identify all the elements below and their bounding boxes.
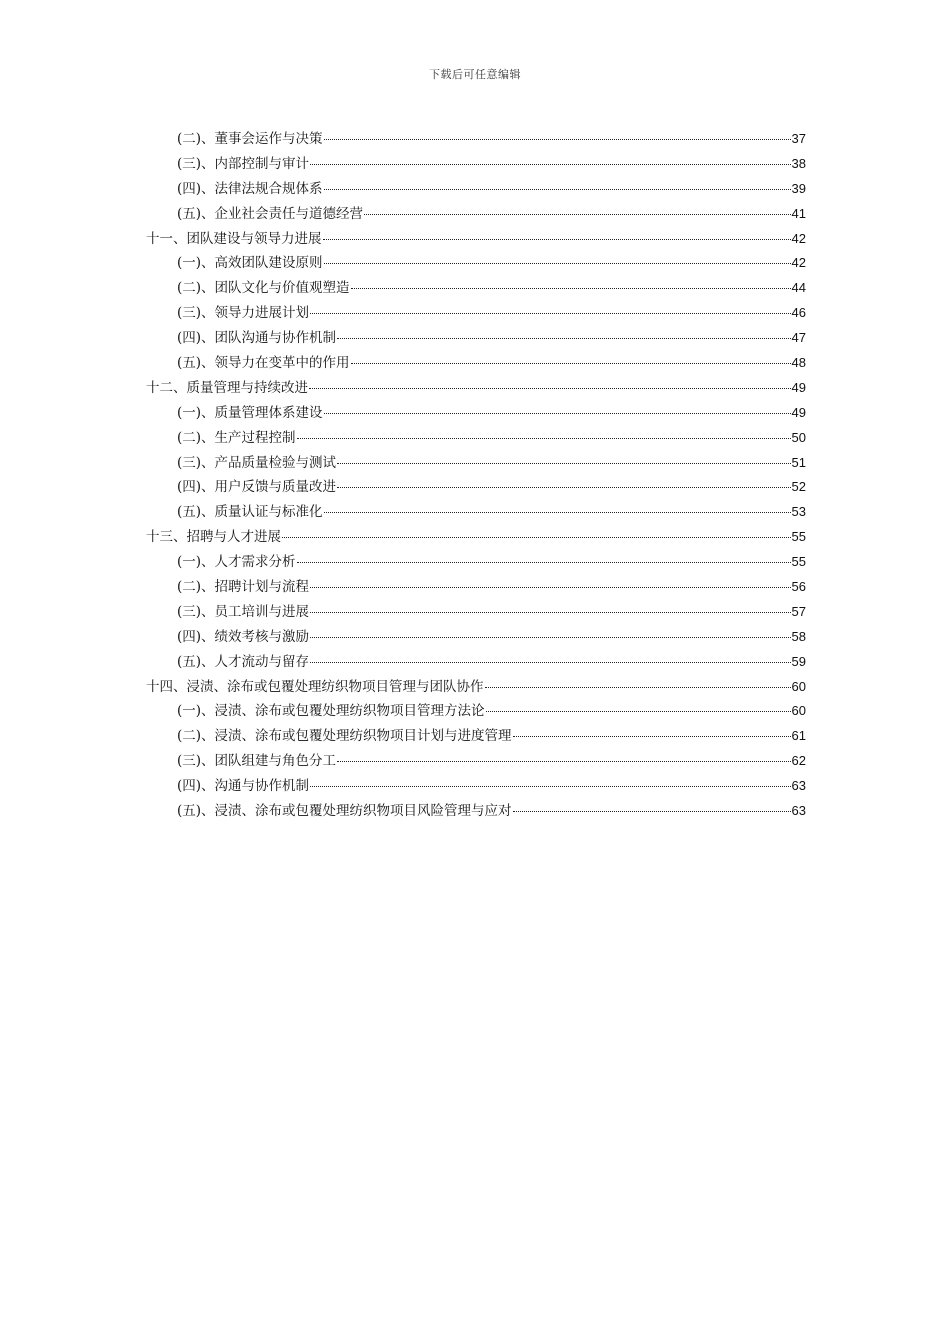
toc-entry-title: (四)、沟通与协作机制 [177,778,310,795]
toc-entry-title: (一)、高效团队建设原则 [177,255,323,272]
toc-entry-title: (四)、绩效考核与激励 [177,628,310,645]
toc-dot-leader [513,810,791,812]
toc-entry-title: (五)、企业社会责任与道德经营 [177,205,364,222]
toc-entry-title: (五)、浸渍、涂布或包覆处理纺织物项目风险管理与应对 [177,803,512,820]
toc-page-number: 39 [791,180,806,196]
toc-entry-title: (三)、内部控制与审计 [177,155,310,172]
toc-dot-leader [310,586,790,588]
toc-page-number: 48 [791,355,806,371]
toc-entry-title: (二)、生产过程控制 [177,429,296,446]
toc-dot-leader [324,138,791,140]
toc-section-entry[interactable] [146,351,806,376]
toc-page-number: 52 [791,479,806,495]
toc-dot-leader [337,760,790,762]
toc-entry-title: 十三、招聘与人才进展 [146,529,281,546]
toc-chapter-entry[interactable] [146,376,806,401]
toc-section-entry[interactable] [146,301,806,326]
toc-section-entry[interactable] [146,575,806,600]
toc-entry-title: 十一、团队建设与领导力进展 [146,230,322,247]
toc-chapter-entry[interactable] [146,675,806,700]
toc-section-entry[interactable] [146,426,806,451]
toc-chapter-entry[interactable] [146,525,806,550]
toc-dot-leader [297,437,791,439]
toc-entry-title: 十二、质量管理与持续改进 [146,379,308,396]
toc-dot-leader [485,686,791,688]
toc-entry-title: (一)、浸渍、涂布或包覆处理纺织物项目管理方法论 [177,703,485,720]
toc-section-entry[interactable] [146,550,806,575]
toc-dot-leader [310,661,790,663]
toc-entry-title: (三)、领导力进展计划 [177,305,310,322]
toc-dot-leader [323,238,791,240]
toc-dot-leader [309,387,791,389]
toc-page-number: 46 [791,305,806,321]
toc-page-number: 55 [791,554,806,570]
toc-entry-title: (一)、人才需求分析 [177,554,296,571]
toc-page-number: 56 [791,579,806,595]
toc-entry-title: (二)、浸渍、涂布或包覆处理纺织物项目计划与进度管理 [177,728,512,745]
toc-section-entry[interactable] [146,202,806,227]
toc-entry-title: (三)、员工培训与进展 [177,603,310,620]
toc-entry-title: (五)、领导力在变革中的作用 [177,355,350,372]
toc-page-number: 63 [791,778,806,794]
toc-dot-leader [310,636,790,638]
toc-page-number: 49 [791,379,806,395]
toc-dot-leader [351,362,791,364]
toc-dot-leader [282,536,791,538]
toc-dot-leader [310,785,790,787]
toc-entry-title: (二)、团队文化与价值观塑造 [177,280,350,297]
toc-page-number: 50 [791,429,806,445]
toc-page-number: 41 [791,205,806,221]
toc-page-number: 37 [791,131,806,146]
toc-page-number: 62 [791,753,806,769]
toc-entry-title: (三)、产品质量检验与测试 [177,454,337,471]
toc-page-number: 38 [791,155,806,171]
toc-entry-title: (四)、法律法规合规体系 [177,180,323,197]
toc-dot-leader [310,611,790,613]
toc-entry-title: (五)、人才流动与留存 [177,653,310,670]
toc-page-number: 55 [791,529,806,545]
toc-section-entry[interactable] [146,251,806,276]
toc-page-number: 42 [791,230,806,246]
page-header: 下载后可任意编辑 [429,68,521,81]
toc-page-number: 51 [791,454,806,470]
toc-dot-leader [337,462,790,464]
toc-section-entry[interactable] [146,177,806,202]
toc-section-entry[interactable] [146,401,806,426]
toc-section-entry[interactable] [146,276,806,301]
toc-section-entry[interactable] [146,699,806,724]
toc-section-entry[interactable] [146,650,806,675]
toc-dot-leader [351,287,791,289]
toc-section-entry[interactable] [146,326,806,351]
toc-dot-leader [337,486,790,488]
toc-dot-leader [324,412,791,414]
toc-section-entry[interactable] [146,774,806,799]
toc-page-number: 53 [791,504,806,520]
toc-dot-leader [337,337,790,339]
toc-page-number: 42 [791,255,806,271]
toc-section-entry[interactable] [146,152,806,177]
toc-entry-title: (二)、董事会运作与决策 [177,131,323,147]
toc-entry-title: 十四、浸渍、涂布或包覆处理纺织物项目管理与团队协作 [146,678,484,695]
toc-page-number: 60 [791,678,806,694]
toc-dot-leader [310,312,790,314]
toc-dot-leader [310,163,790,165]
toc-section-entry[interactable] [146,799,806,824]
toc-section-entry[interactable] [146,500,806,525]
toc-entry-title: (四)、用户反馈与质量改进 [177,479,337,496]
toc-entry-title: (五)、质量认证与标准化 [177,504,323,521]
toc-page-number: 59 [791,653,806,669]
toc-section-entry[interactable] [146,600,806,625]
toc-page-number: 47 [791,330,806,346]
toc-dot-leader [513,735,791,737]
toc-dot-leader [324,188,791,190]
toc-section-entry[interactable] [146,625,806,650]
toc-entry-title: (四)、团队沟通与协作机制 [177,330,337,347]
toc-page-number: 44 [791,280,806,296]
toc-dot-leader [297,561,791,563]
toc-section-entry[interactable] [146,724,806,749]
toc-page-number: 63 [791,803,806,819]
toc-dot-leader [324,262,791,264]
toc-section-entry[interactable] [146,475,806,500]
toc-section-entry[interactable] [146,451,806,476]
toc-chapter-entry[interactable] [146,227,806,252]
toc-entry-title: (一)、质量管理体系建设 [177,404,323,421]
toc-page-number: 49 [791,404,806,420]
toc-section-entry[interactable] [146,749,806,774]
table-of-contents [146,127,806,824]
toc-section-entry[interactable] [146,127,806,152]
toc-dot-leader [364,213,790,215]
toc-page-number: 61 [791,728,806,744]
toc-dot-leader [486,710,791,712]
toc-dot-leader [324,511,791,513]
toc-page-number: 57 [791,603,806,619]
toc-entry-title: (三)、团队组建与角色分工 [177,753,337,770]
toc-page-number: 58 [791,628,806,644]
toc-entry-title: (二)、招聘计划与流程 [177,579,310,596]
toc-page-number: 60 [791,703,806,719]
